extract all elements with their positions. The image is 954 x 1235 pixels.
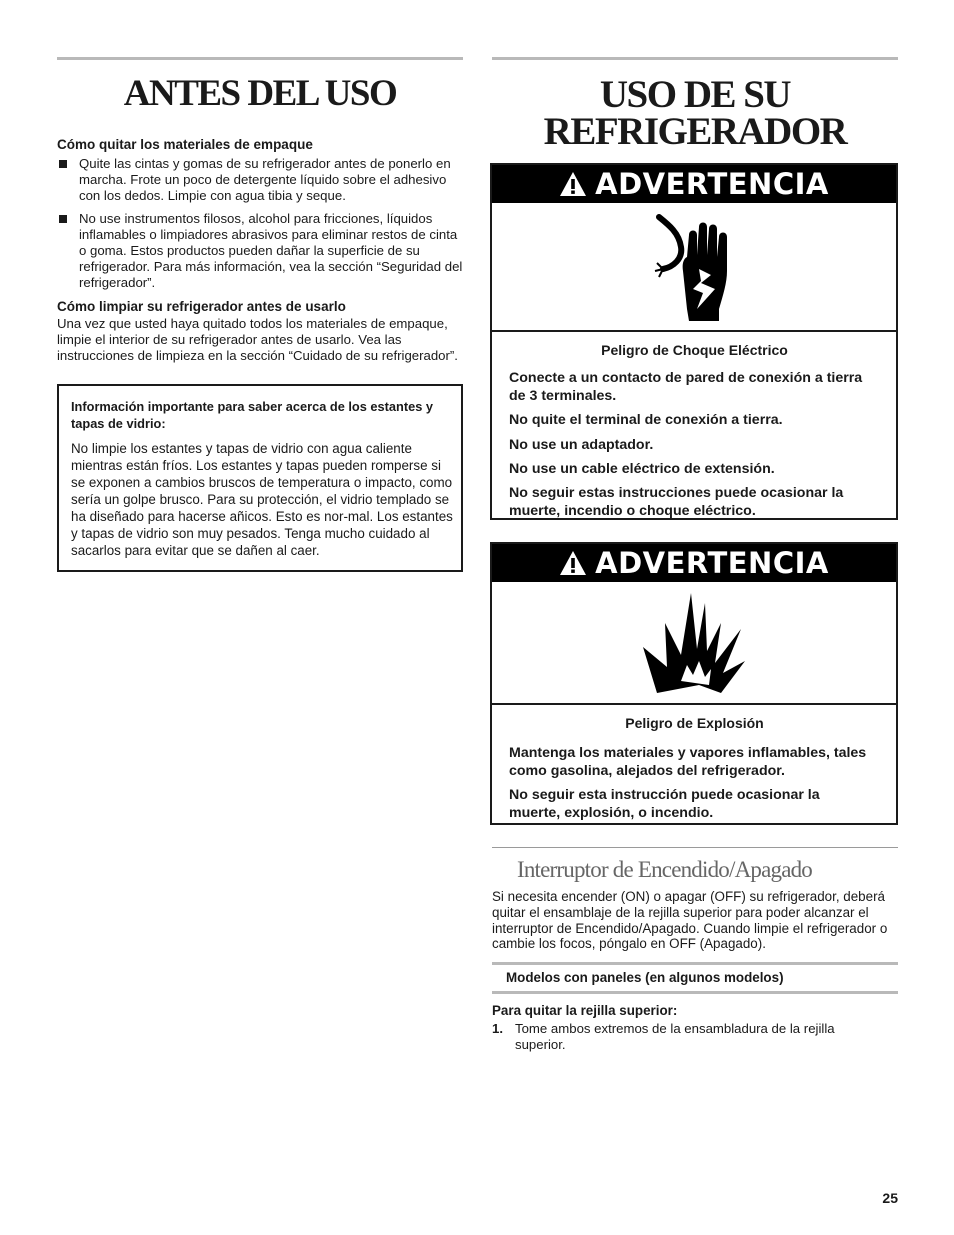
warning-box-explosion <box>490 542 898 825</box>
warning-label: ADVERTENCIA <box>595 546 829 580</box>
section-text-interruptor: Si necesita encender (ON) o apagar (OFF) su refrigerador, deberá quitar el ensamblaje de la rejilla superior para poder alcanzar el interruptor de Encendido/Apagado. Cuando limpie el refrigerador o cambie los focos, póngalo en OFF (Apagado). <box>492 889 888 952</box>
models-heading-bar <box>492 962 898 994</box>
list-item <box>492 1021 898 1053</box>
warning-header <box>492 165 896 203</box>
right-top-rule <box>492 57 898 60</box>
warning-line: Conecte a un contacto de pared de conexión a tierra de 3 terminales. <box>509 370 863 404</box>
bullet-square-icon <box>59 160 67 168</box>
list-item <box>57 211 463 290</box>
warning-text <box>492 705 896 822</box>
info-box-text: No limpie los estantes y tapas de vidrio con agua caliente mientras están fríos. Los estantes y tapas pueden romperse si se exponen a cambios bruscos de temperatura o impacto, como sería un golpe brusco. Para su protección, el vidrio templado se ha diseñado para hacerse añicos. Esto es nor-mal. Los estantes y tapas de vidrio son muy pesados. Tenga mucho cuidado al sacarlos para evitar que se dañen al caer. <box>71 440 453 558</box>
bullet-text: Quite las cintas y gomas de su refrigerador antes de ponerlo en marcha. Frote un poco de detergente líquido sobre el adhesivo con los dedos. Limpie con agua tibia y seque. <box>79 156 451 203</box>
step-number: 1. <box>492 1021 503 1036</box>
warning-box-electric <box>490 163 898 520</box>
section-heading-interruptor: Interruptor de Encendido/Apagado <box>517 857 813 882</box>
info-box-vidrio <box>57 384 463 572</box>
hazard-title: Peligro de Choque Eléctrico <box>601 342 788 358</box>
left-top-rule <box>57 57 463 60</box>
models-heading: Modelos con paneles (en algunos modelos) <box>506 970 784 985</box>
page-number: 25 <box>882 1190 898 1206</box>
electric-shock-hand-icon <box>639 209 749 325</box>
remove-grille-heading: Para quitar la rejilla superior: <box>492 1003 678 1018</box>
info-box-heading: Información importante para saber acerca de los estantes y tapas de vidrio: <box>71 398 434 431</box>
warning-triangle-icon <box>559 171 587 197</box>
title-line-2: REFRIGERADOR <box>543 110 847 153</box>
warning-line: No use un cable eléctrico de extensión. <box>509 461 775 478</box>
warning-line: No seguir estas instrucciones puede ocasionar la muerte, incendio o choque eléctrico. <box>509 485 844 519</box>
warning-triangle-icon <box>559 550 587 576</box>
warning-line: Mantenga los materiales y vapores inflamables, tales como gasolina, alejados del refrigerador. <box>509 745 867 779</box>
right-column <box>492 57 898 1197</box>
bullet-square-icon <box>59 215 67 223</box>
title-line-1: USO DE SU <box>599 73 791 116</box>
list-item <box>57 156 463 203</box>
warning-line: No use un adaptador. <box>509 436 654 453</box>
page-title-antes-del-uso: ANTES DEL USO <box>123 73 397 114</box>
warning-line: No seguir esta instrucción puede ocasionar la muerte, explosión, o incendio. <box>509 787 820 821</box>
warning-line: No quite el terminal de conexión a tierra. <box>509 412 783 429</box>
step-text: Tome ambos extremos de la ensambladura de la rejilla superior. <box>515 1021 835 1052</box>
bullet-text: No use instrumentos filosos, alcohol para fricciones, líquidos inflamables o limpiadores abrasivos para eliminar restos de cinta o goma. Estos productos pueden dañar la superficie de su refrigerador. Para más información, vea la sección “Seguridad del refrigerador”. <box>79 211 463 290</box>
section-heading-limpiar: Cómo limpiar su refrigerador antes de usarlo <box>57 299 346 315</box>
warning-image-panel <box>492 582 896 705</box>
page-title-uso <box>492 73 898 153</box>
hazard-title: Peligro de Explosión <box>625 715 764 731</box>
left-column <box>57 57 463 572</box>
explosion-icon <box>639 589 749 697</box>
warning-label: ADVERTENCIA <box>595 167 829 201</box>
warning-header <box>492 544 896 582</box>
section-text-limpiar: Una vez que usted haya quitado todos los materiales de empaque, limpie el interior de su refrigerador antes de usarlo. Vea las instrucciones de limpieza en la sección “Cuidado de su refrigerador”. <box>57 316 458 363</box>
section-rule <box>492 847 898 848</box>
section-heading-empaque: Cómo quitar los materiales de empaque <box>57 137 313 152</box>
warning-image-panel <box>492 203 896 332</box>
warning-text <box>492 332 896 520</box>
